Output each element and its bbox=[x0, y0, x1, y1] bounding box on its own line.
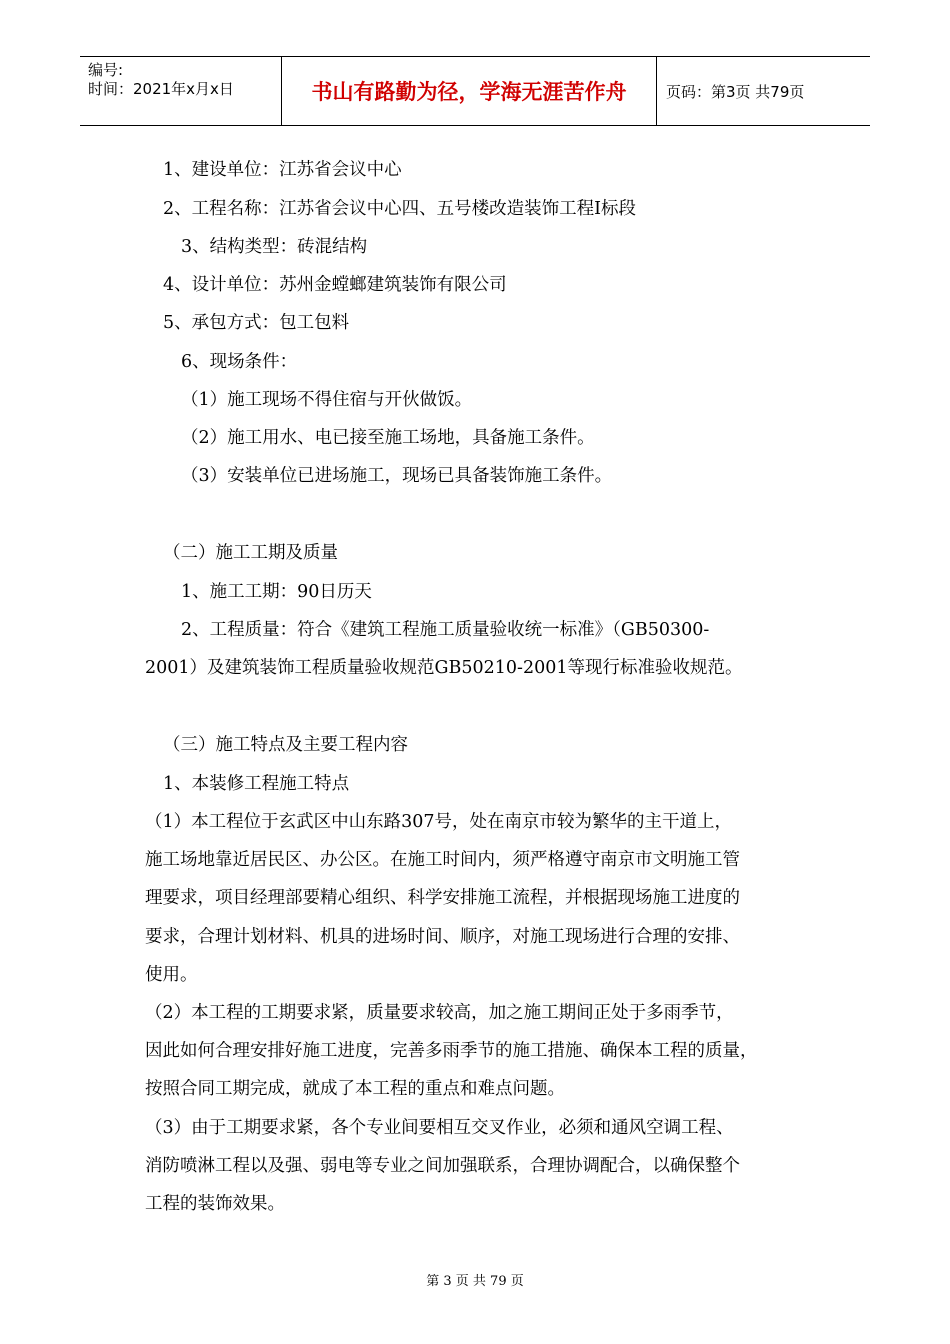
text-line: 3、结构类型：砖混结构 bbox=[181, 237, 368, 257]
text-line: 1、本装修工程施工特点 bbox=[163, 774, 350, 794]
text-line: 理要求，项目经理部要精心组织、科学安排施工流程，并根据现场施工进度的 bbox=[145, 888, 740, 908]
text-line: 按照合同工期完成，就成了本工程的重点和难点问题。 bbox=[145, 1079, 565, 1099]
header-page-info: 页码：第3页 共79页 bbox=[666, 82, 805, 101]
text-line: （1）本工程位于玄武区中山东路307号，处在南京市较为繁华的主干道上， bbox=[145, 812, 733, 832]
text-line: 2001）及建筑装饰工程质量验收规范GB50210-2001等现行标准验收规范。 bbox=[145, 658, 743, 678]
text-line: 4、设计单位：苏州金螳螂建筑装饰有限公司 bbox=[163, 275, 507, 295]
section-heading: （三）施工特点及主要工程内容 bbox=[163, 735, 408, 755]
text-line: （1）施工现场不得住宿与开伙做饭。 bbox=[181, 390, 473, 410]
text-line: 施工场地靠近居民区、办公区。在施工时间内，须严格遵守南京市文明施工管 bbox=[145, 850, 740, 870]
text-line: 1、施工工期：90日历天 bbox=[181, 582, 372, 602]
text-line: 因此如何合理安排好施工进度，完善多雨季节的施工措施、确保本工程的质量， bbox=[145, 1041, 758, 1061]
text-line: 要求，合理计划材料、机具的进场时间、顺序，对施工现场进行合理的安排、 bbox=[145, 927, 740, 947]
text-line: 2、工程名称：江苏省会议中心四、五号楼改造装饰工程Ⅰ标段 bbox=[163, 199, 637, 219]
section-heading: （二）施工工期及质量 bbox=[163, 543, 338, 563]
header-motto: 书山有路勤为径，学海无涯苦作舟 bbox=[311, 80, 627, 104]
text-line: 使用。 bbox=[145, 965, 198, 985]
text-line: 6、现场条件： bbox=[181, 352, 298, 372]
text-line: 2、工程质量：符合《建筑工程施工质量验收统一标准》（GB50300- bbox=[181, 620, 710, 640]
number-label: 编号: bbox=[88, 61, 124, 79]
text-line: （3）安装单位已进场施工，现场已具备装饰施工条件。 bbox=[181, 466, 613, 486]
header-meta bbox=[88, 61, 234, 99]
text-line: （2）本工程的工期要求紧，质量要求较高，加之施工期间正处于多雨季节， bbox=[145, 1003, 734, 1023]
text-line: （3）由于工期要求紧，各个专业间要相互交叉作业，必须和通风空调工程、 bbox=[145, 1118, 734, 1138]
time-label: 时间：2021年x月x日 bbox=[88, 80, 234, 98]
text-line: 1、建设单位：江苏省会议中心 bbox=[163, 160, 402, 180]
text-line: 工程的装饰效果。 bbox=[145, 1194, 285, 1214]
text-line: （2）施工用水、电已接至施工场地，具备施工条件。 bbox=[181, 428, 595, 448]
divider bbox=[656, 57, 657, 125]
page-header bbox=[80, 56, 870, 126]
page-footer: 第 3 页 共 79 页 bbox=[426, 1274, 524, 1289]
text-line: 消防喷淋工程以及强、弱电等专业之间加强联系，合理协调配合，以确保整个 bbox=[145, 1156, 740, 1176]
text-line: 5、承包方式：包工包料 bbox=[163, 313, 350, 333]
